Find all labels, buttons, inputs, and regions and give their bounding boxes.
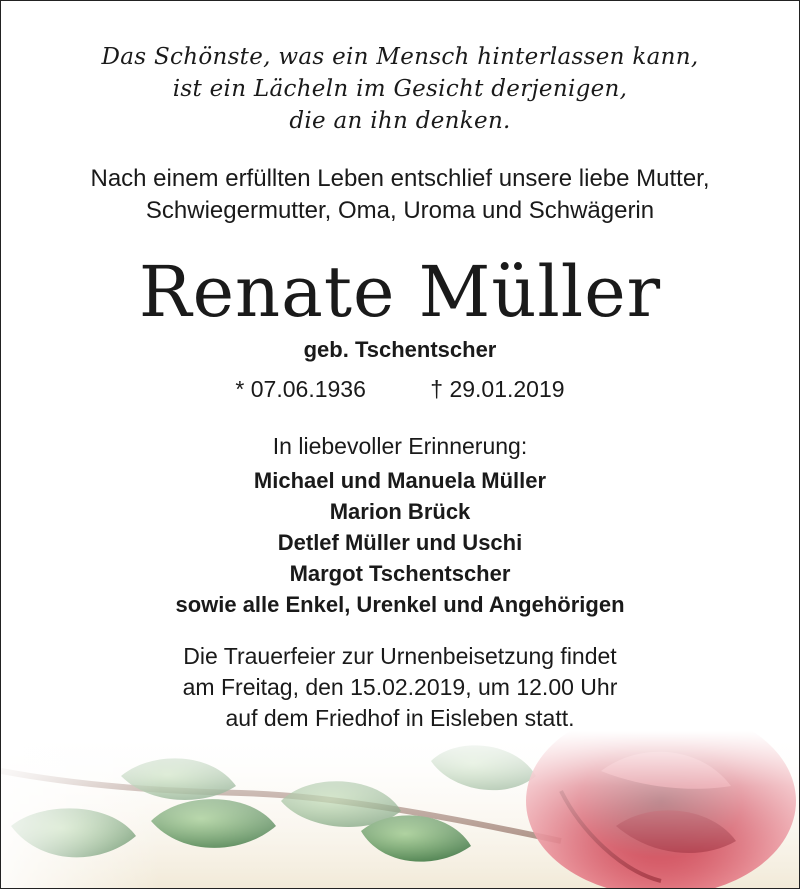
death-date: † 29.01.2019 bbox=[430, 376, 565, 402]
mourner: Detlef Müller und Uschi bbox=[277, 530, 523, 555]
quote-line: ist ein Lächeln im Gesicht derjenigen, bbox=[172, 76, 628, 102]
maiden-name: geb. Tschentscher bbox=[303, 337, 497, 362]
deceased-name: Renate Müller bbox=[138, 251, 662, 333]
life-dates bbox=[1, 373, 799, 405]
quote-line: die an ihn denken. bbox=[289, 108, 511, 134]
service-line: auf dem Friedhof in Eisleben statt. bbox=[225, 705, 575, 731]
mourner: sowie alle Enkel, Urenkel und Angehörigen bbox=[175, 592, 625, 617]
quote-line: Das Schönste, was ein Mensch hinterlassen kann, bbox=[101, 44, 699, 70]
birth-date: * 07.06.1936 bbox=[235, 376, 366, 402]
service-line: Die Trauerfeier zur Urnenbeisetzung findet bbox=[183, 643, 617, 669]
memory-label: In liebevoller Erinnerung: bbox=[272, 433, 528, 459]
mourners-list bbox=[1, 465, 799, 620]
intro-line: Nach einem erfüllten Leben entschlief unsere liebe Mutter, bbox=[90, 165, 710, 192]
mourner: Marion Brück bbox=[329, 499, 471, 524]
memorial-quote bbox=[1, 41, 799, 137]
intro-line: Schwiegermutter, Oma, Uroma und Schwägerin bbox=[145, 197, 655, 224]
service-line: am Freitag, den 15.02.2019, um 12.00 Uhr bbox=[182, 674, 618, 700]
intro-text bbox=[1, 163, 799, 227]
mourner: Michael und Manuela Müller bbox=[253, 468, 547, 493]
mourner: Margot Tschentscher bbox=[289, 561, 511, 586]
rose-decoration-image bbox=[1, 731, 799, 888]
funeral-service-info bbox=[1, 641, 799, 734]
